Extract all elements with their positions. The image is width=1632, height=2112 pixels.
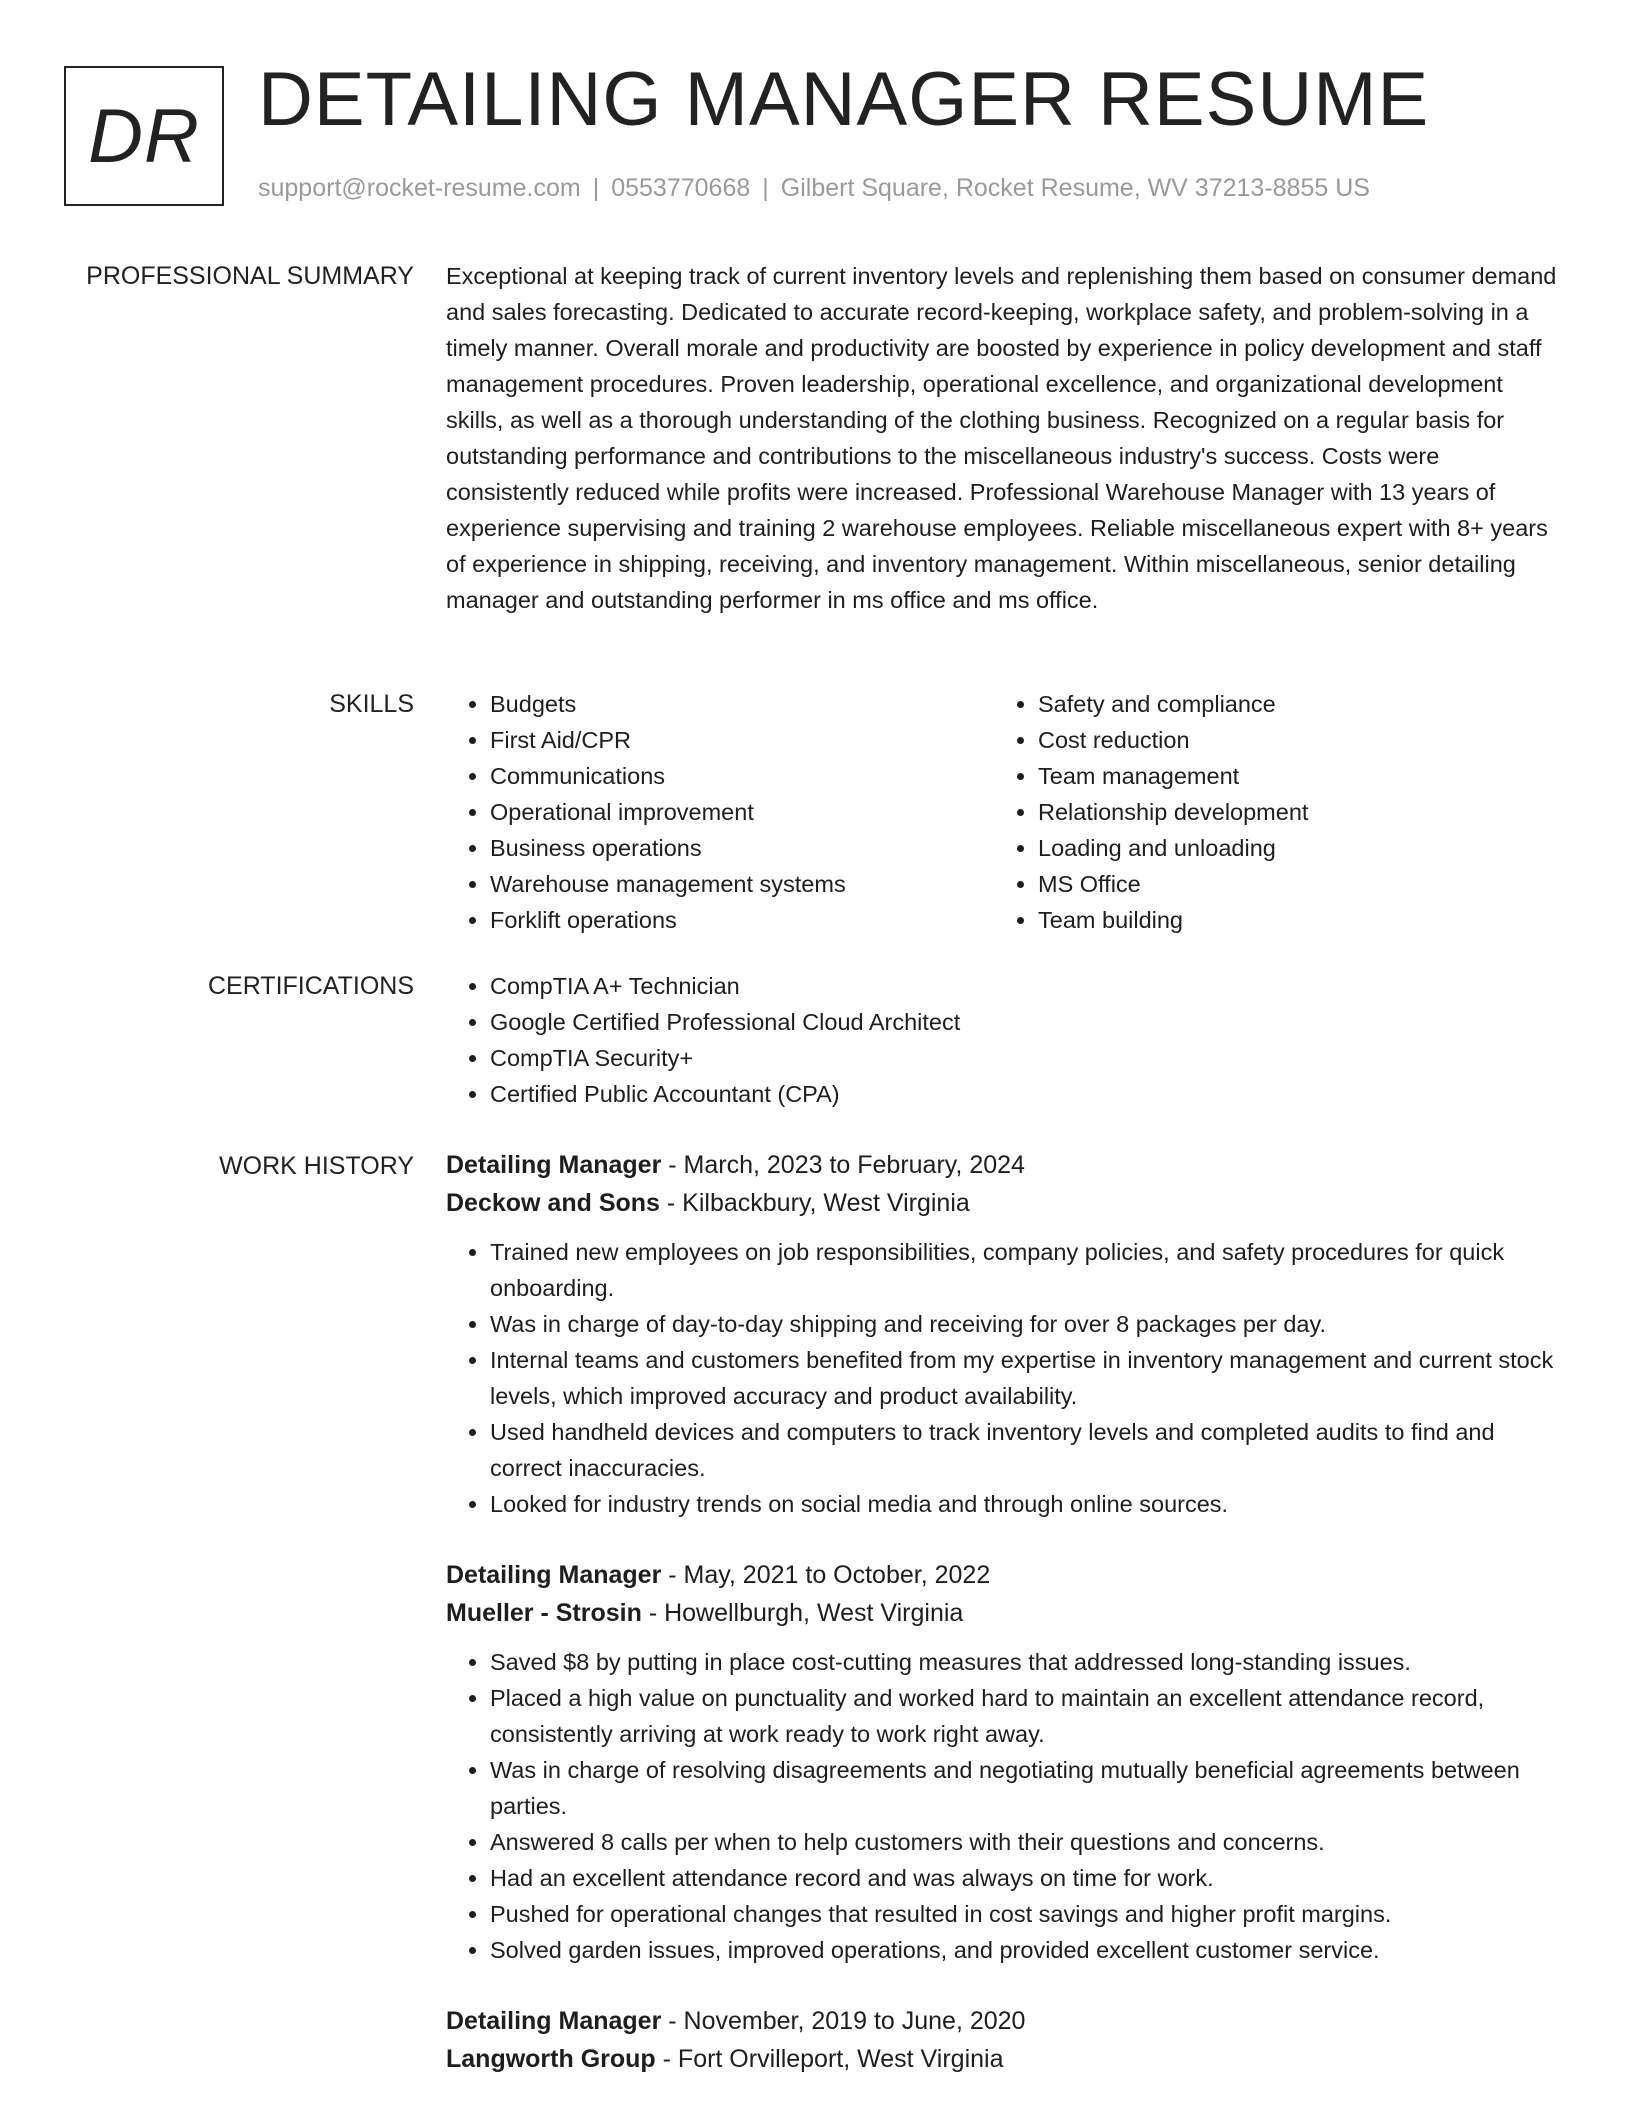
list-item: • Answered 8 calls per when to help customers with their questions and concerns.: [490, 1824, 1566, 1860]
job-company-line: [446, 1594, 1566, 1632]
job-dates: - November, 2019 to June, 2020: [661, 2007, 1026, 2035]
list-item: • CompTIA Security+: [490, 1040, 1566, 1076]
resume-title: DETAILING MANAGER RESUME: [258, 57, 1430, 142]
job-bullets: [446, 1234, 1566, 1522]
summary-label: PROFESSIONAL SUMMARY: [86, 262, 414, 290]
contact-phone: 0553770668: [611, 174, 751, 202]
list-item: • Loading and unloading: [1038, 830, 1542, 866]
list-item: • Team management: [1038, 758, 1542, 794]
job-dates: - March, 2023 to February, 2024: [661, 1151, 1025, 1179]
list-item: • MS Office: [1038, 866, 1542, 902]
list-item: • Warehouse management systems: [490, 866, 994, 902]
list-item: • Relationship development: [1038, 794, 1542, 830]
job-role: Detailing Manager: [446, 1561, 662, 1589]
job-company-line: [446, 2040, 1566, 2078]
contact-separator: |: [592, 174, 600, 202]
list-item: • Cost reduction: [1038, 722, 1542, 758]
job-title-line: [446, 1146, 1566, 1184]
list-item: • Certified Public Accountant (CPA): [490, 1076, 1566, 1112]
list-item: • Safety and compliance: [1038, 686, 1542, 722]
list-item: • Google Certified Professional Cloud Architect: [490, 1004, 1566, 1040]
list-item: • Operational improvement: [490, 794, 994, 830]
skills-column-right: [994, 686, 1542, 938]
list-item: • Solved garden issues, improved operations, and provided excellent customer service.: [490, 1932, 1566, 1968]
list-item: • Was in charge of day-to-day shipping and receiving for over 8 packages per day.: [490, 1306, 1566, 1342]
contact-line: [258, 174, 1370, 203]
contact-separator: |: [762, 174, 769, 202]
certifications-body: [446, 968, 1566, 1112]
list-item: • Trained new employees on job responsibilities, company policies, and safety procedures for quick onboarding.: [490, 1234, 1566, 1306]
summary-text: Exceptional at keeping track of current inventory levels and replenishing them based on consumer demand and sales forecasting. Dedicated to accurate record-keeping, workplace safety, and problem-solving in a timely manner. Overall morale and productivity are boosted by experience in policy development and staff management procedures. Proven leadership, operational excellence, and organizational development skills, as well as a thorough understanding of the clothing business. Recognized on a regular basis for outstanding performance and contributions to the miscellaneous industry's success. Costs were consistently reduced while profits were increased. Professional Warehouse Manager with 13 years of experience supervising and training 2 warehouse employees. Reliable miscellaneous expert with 8+ years of experience in shipping, receiving, and inventory management. Within miscellaneous, senior detailing manager and outstanding performer in ms office and ms office.: [446, 263, 1557, 613]
list-item: • CompTIA A+ Technician: [490, 968, 1566, 1004]
list-item: • Was in charge of resolving disagreements and negotiating mutually beneficial agreements between parties.: [490, 1752, 1566, 1824]
job-bullets: [446, 1644, 1566, 1968]
skills-list-right: [994, 686, 1542, 938]
skills-label: SKILLS: [329, 690, 414, 718]
list-item: • Placed a high value on punctuality and worked hard to maintain an excellent attendance record, consistently arriving at work ready to work right away.: [490, 1680, 1566, 1752]
job-dates: - May, 2021 to October, 2022: [661, 1561, 991, 1589]
list-item: • Communications: [490, 758, 994, 794]
job-entry: [446, 2002, 1566, 2078]
list-item: • Looked for industry trends on social media and through online sources.: [490, 1486, 1566, 1522]
list-item: • Budgets: [490, 686, 994, 722]
certifications-list: [446, 968, 1566, 1112]
contact-email: support@rocket-resume.com: [258, 174, 581, 202]
job-company-line: [446, 1184, 1566, 1222]
job-role: Detailing Manager: [446, 1151, 662, 1179]
job-role: Detailing Manager: [446, 2007, 662, 2035]
list-item: • Had an excellent attendance record and was always on time for work.: [490, 1860, 1566, 1896]
job-entry: [446, 1556, 1566, 1968]
job-company: Mueller - Strosin: [446, 1599, 642, 1627]
job-title-line: [446, 1556, 1566, 1594]
list-item: • Saved $8 by putting in place cost-cutting measures that addressed long-standing issues.: [490, 1644, 1566, 1680]
skills-columns: [446, 686, 1566, 938]
job-company: Langworth Group: [446, 2045, 656, 2073]
monogram-logo: DR: [64, 66, 224, 206]
list-item: • Team building: [1038, 902, 1542, 938]
job-location: - Kilbackbury, West Virginia: [659, 1189, 970, 1217]
list-item: • Used handheld devices and computers to track inventory levels and completed audits to find and correct inaccuracies.: [490, 1414, 1566, 1486]
list-item: • Pushed for operational changes that resulted in cost savings and higher profit margins.: [490, 1896, 1566, 1932]
list-item: • First Aid/CPR: [490, 722, 994, 758]
job-entry: [446, 1146, 1566, 1522]
job-location: - Howellburgh, West Virginia: [641, 1599, 964, 1627]
list-item: • Forklift operations: [490, 902, 994, 938]
job-title-line: [446, 2002, 1566, 2040]
skills-column-left: [446, 686, 994, 938]
work-history-body: [446, 1146, 1566, 2112]
job-location: - Fort Orvilleport, West Virginia: [655, 2045, 1004, 2073]
work-history-label: WORK HISTORY: [219, 1152, 414, 1180]
certifications-label: CERTIFICATIONS: [207, 972, 414, 1000]
contact-address: Gilbert Square, Rocket Resume, WV 37213-8855 US: [780, 174, 1370, 202]
list-item: • Internal teams and customers benefited from my expertise in inventory management and current stock levels, which improved accuracy and product availability.: [490, 1342, 1566, 1414]
list-item: • Business operations: [490, 830, 994, 866]
skills-list-left: [446, 686, 994, 938]
job-company: Deckow and Sons: [446, 1189, 660, 1217]
